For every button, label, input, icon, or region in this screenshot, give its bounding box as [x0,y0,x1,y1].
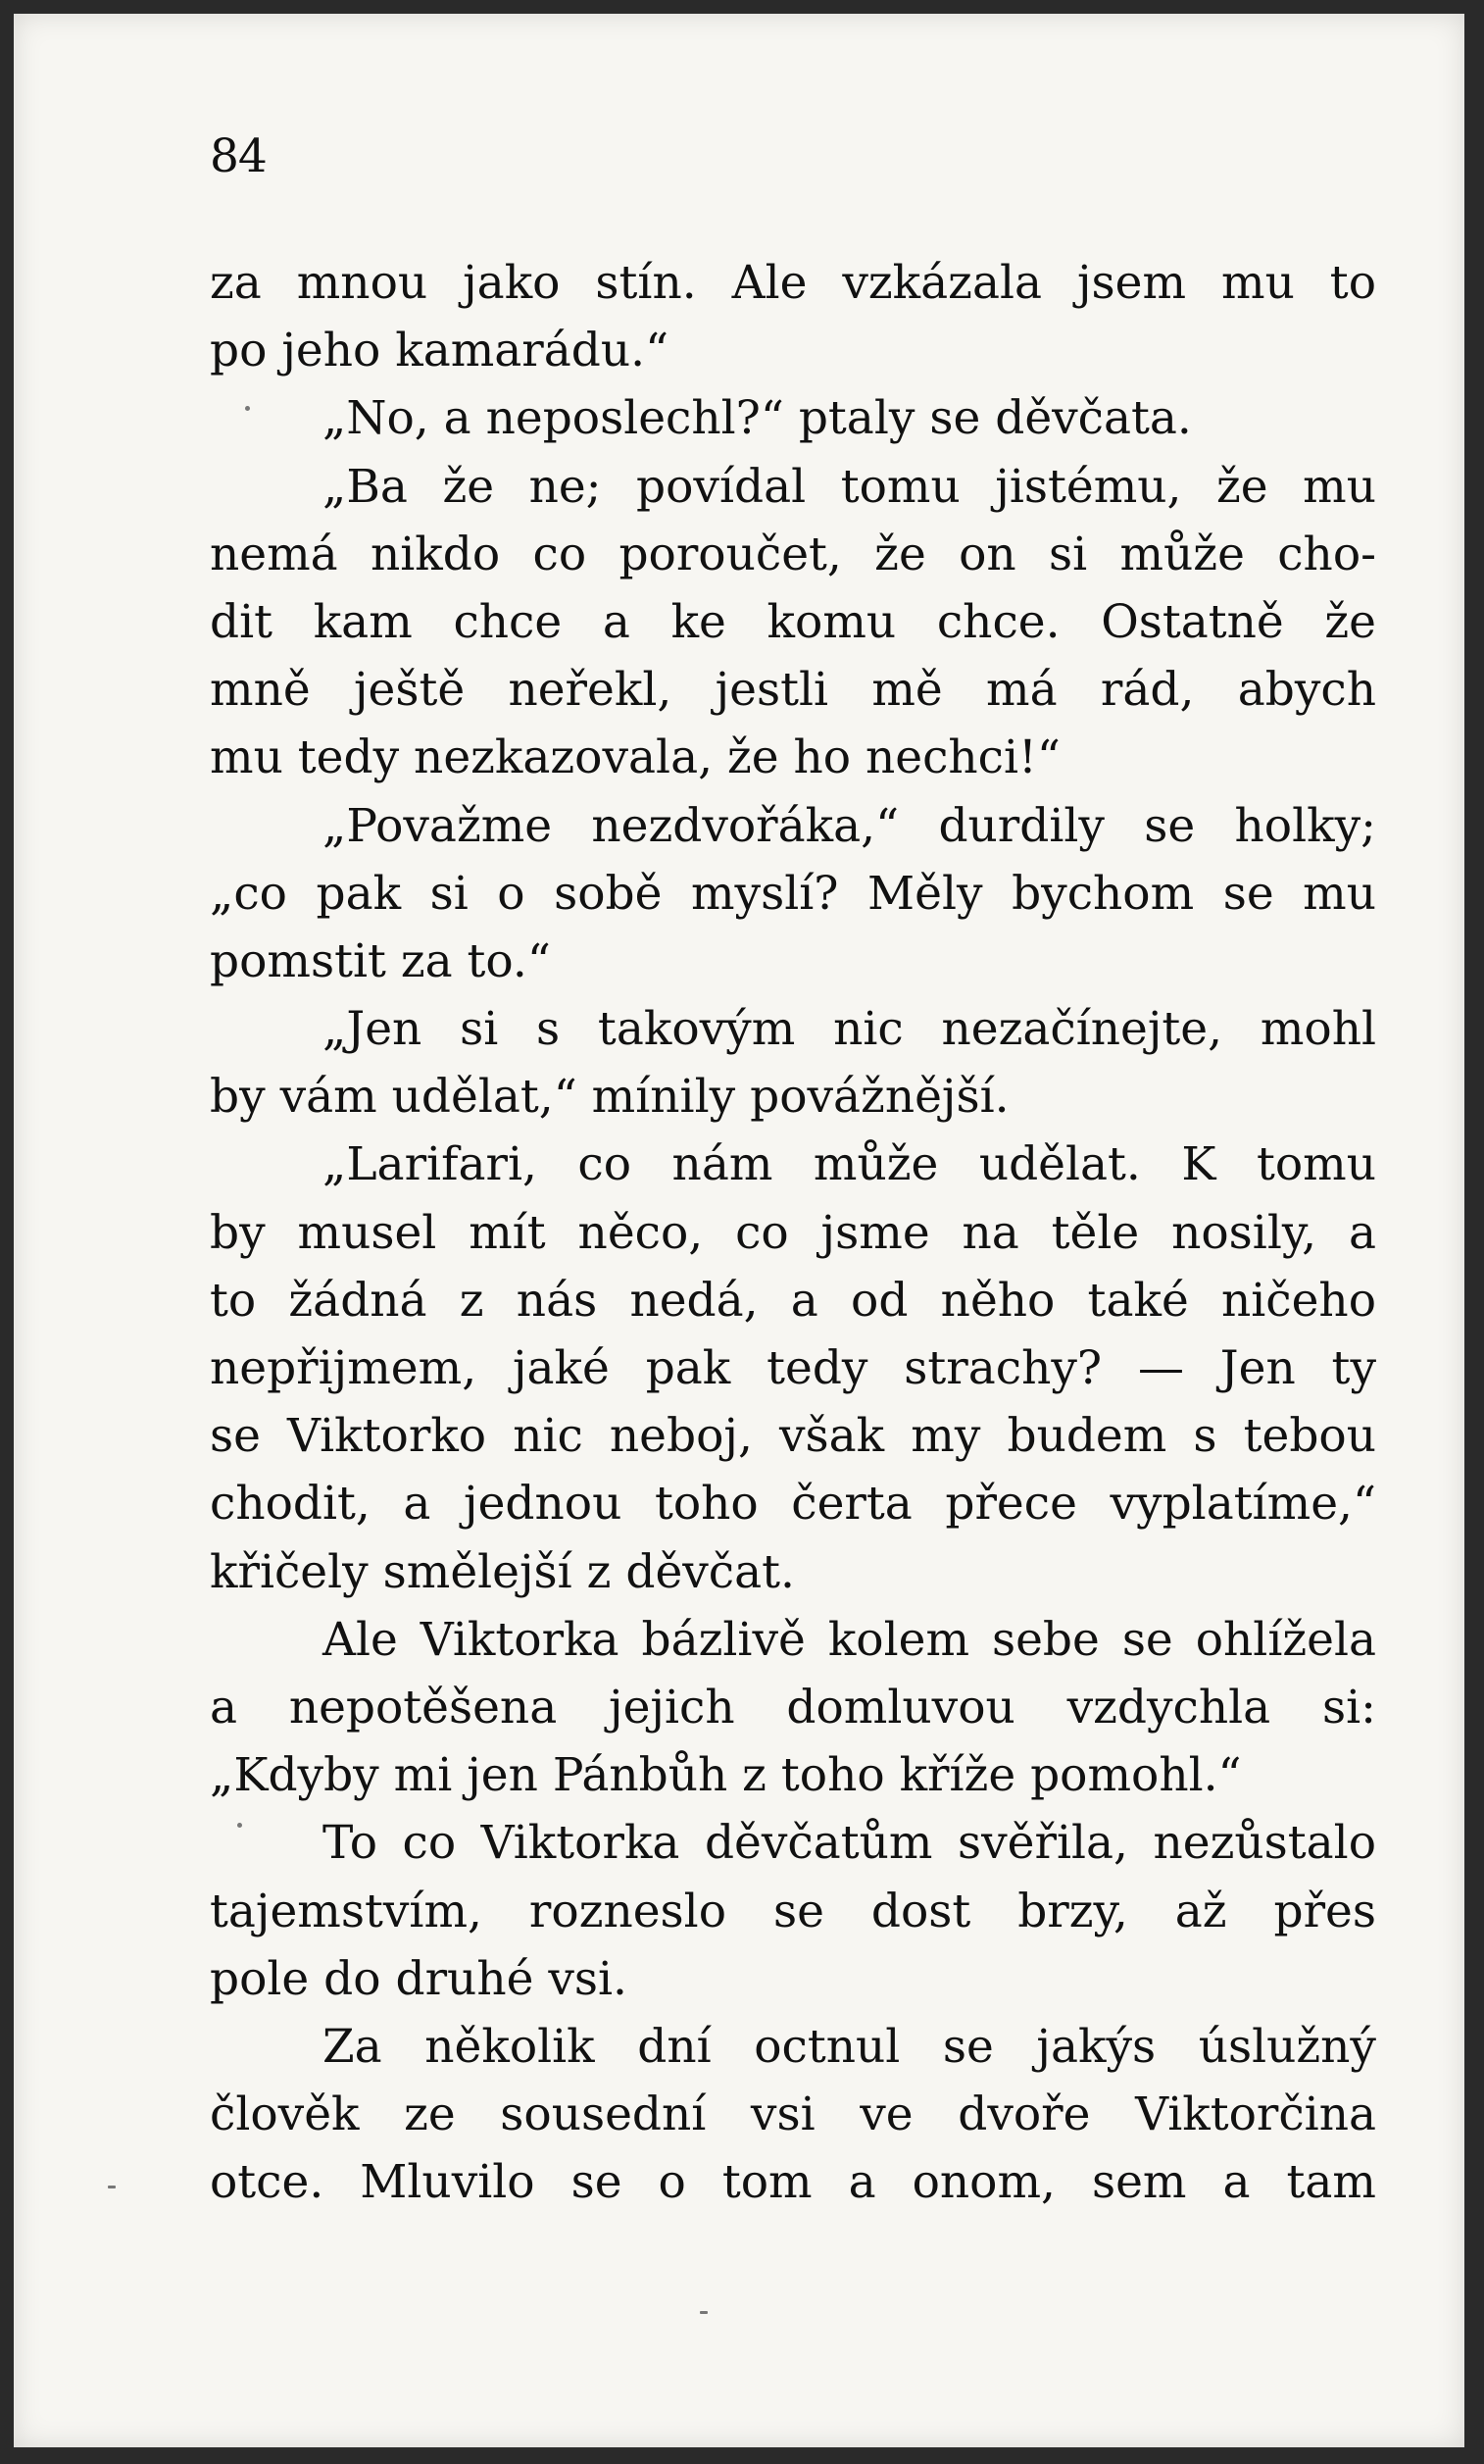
text-line: za mnou jako stín. Ale vzkázala jsem mu to [210,256,1376,310]
text-line: tajemstvím, rozneslo se dost brzy, až přes [210,1884,1376,1938]
text-line: by vám udělat,“ mínily povážnější. [210,1070,1010,1125]
paper-speck [237,1823,242,1828]
text-line: pole do druhé vsi. [210,1951,627,2006]
text-line: pomstit za to.“ [210,933,551,988]
book-page [14,14,1464,2447]
text-line: chodit, a jednou toho čerta přece vyplatíme,“ [210,1477,1376,1532]
text-line: „No, a neposlechl?“ ptaly se děvčata. [322,391,1192,446]
text-line: otce. Mluvilo se o tom a onom, sem a tam [210,2155,1376,2210]
text-line: křičely smělejší z děvčat. [210,1544,795,1599]
text-line: by musel mít něco, co jsme na těle nosily, a [210,1205,1376,1260]
text-line: se Viktorko nic neboj, však my budem s tebou [210,1409,1376,1464]
text-line: mně ještě neřekl, jestli mě má rád, abych [210,663,1376,718]
text-line: dit kam chce a ke komu chce. Ostatně že [210,594,1376,649]
text-line: „Ba že ne; povídal tomu jistému, že mu [322,459,1376,514]
text-line: „Kdyby mi jen Pánbůh z toho kříže pomohl.“ [210,1748,1242,1803]
text-line: Ale Viktorka bázlivě kolem sebe se ohlížela [322,1612,1376,1667]
body-text [210,249,1376,2216]
text-line: „co pak si o sobě myslí? Měly bychom se mu [210,866,1376,921]
text-line: Za několik dní octnul se jakýs úslužný [322,2019,1376,2074]
text-line: to žádná z nás nedá, a od něho také ničeho [210,1273,1376,1328]
text-line: „Jen si s takovým nic nezačínejte, mohl [322,1002,1376,1057]
text-line: „Larifari, co nám může udělat. K tomu [322,1137,1376,1192]
text-line: mu tedy nezkazovala, že ho nechci!“ [210,730,1061,785]
text-line: nepřijmem, jaké pak tedy strachy? — Jen ty [210,1341,1376,1395]
paper-speck [245,406,250,411]
text-line: To co Viktorka děvčatům svěřila, nezůstalo [322,1816,1376,1871]
text-line: nemá nikdo co poroučet, že on si může cho- [210,527,1376,581]
text-line: a nepotěšena jejich domluvou vzdychla si: [210,1680,1376,1735]
paper-speck [700,2311,708,2314]
text-line: člověk ze sousední vsi ve dvoře Viktorčina [210,2087,1376,2142]
page-number: 84 [210,129,267,183]
paper-speck [108,2186,116,2188]
text-line: po jeho kamarádu.“ [210,324,669,378]
text-line: „Považme nezdvořáka,“ durdily se holky; [322,798,1376,853]
